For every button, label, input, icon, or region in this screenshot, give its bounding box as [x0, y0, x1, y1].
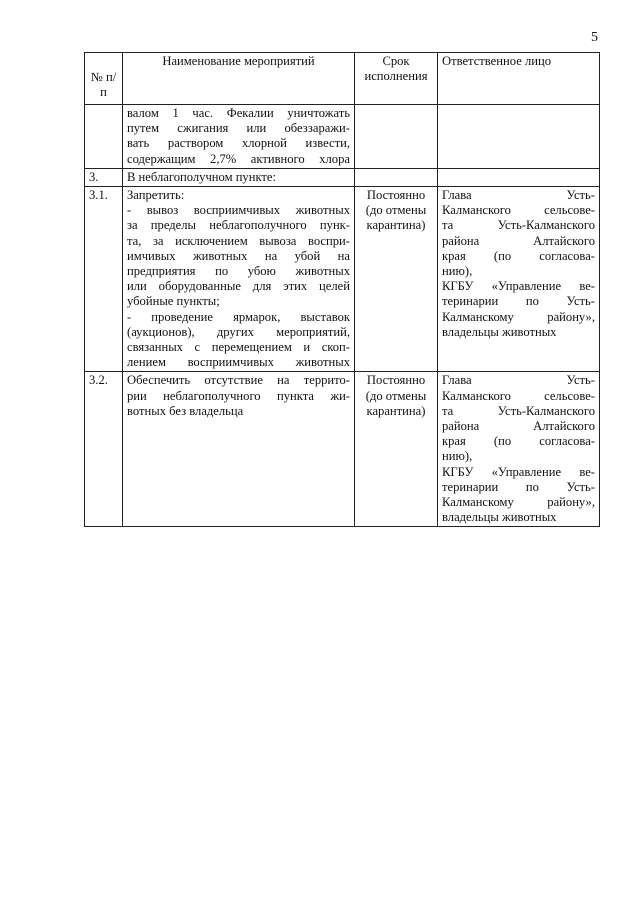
- page-number: 5: [591, 30, 598, 45]
- text-line: (аукционов), других мероприятий,: [127, 324, 350, 339]
- text-line: связанных с перемещением и скоп-: [127, 340, 350, 355]
- text-line: (до отмены: [365, 388, 427, 403]
- text-line: Обеспечить отсутствие на террито-: [127, 373, 350, 388]
- text-line: предприятия по убою животных: [127, 264, 350, 279]
- header-term: Срок исполнения: [355, 53, 438, 105]
- text-line: нию),: [442, 449, 473, 464]
- text-line: теринарии по Усть-: [442, 479, 595, 494]
- text-line: та Усть-Калманского: [442, 403, 595, 418]
- text-line: Калманскому району»,: [442, 309, 595, 324]
- text-line: Постоянно: [366, 373, 426, 388]
- text-line: КГБУ «Управление ве-: [442, 464, 595, 479]
- text-line: района Алтайского: [442, 419, 595, 434]
- cell-num: [85, 105, 123, 169]
- header-num: № п/п: [85, 53, 123, 105]
- text-line: Калманскому району»,: [442, 495, 595, 510]
- cell-term: [355, 187, 438, 372]
- cell-term: [355, 168, 438, 186]
- cell-name: [123, 105, 355, 169]
- text-line: рии неблагополучного пункта жи-: [127, 388, 350, 403]
- text-line: теринарии по Усть-: [442, 294, 595, 309]
- text-line: валом 1 час. Фекалии уничтожать: [127, 106, 350, 120]
- text-line: та Усть-Калманского: [442, 218, 595, 233]
- table-row-continuation: [85, 105, 600, 169]
- text-line: карантина): [366, 218, 426, 233]
- text-line: - проведение ярмарок, выставок: [127, 309, 350, 324]
- header-name: Наименование мероприятий: [123, 53, 355, 105]
- text-line: или оборудованные для этих целей: [127, 279, 350, 294]
- text-line: края (по согласова-: [442, 434, 595, 449]
- cell-responsible: [438, 105, 600, 169]
- text-line: Калманского сельсове-: [442, 203, 595, 218]
- text-line: - вывоз восприимчивых животных: [127, 203, 350, 218]
- text-line: вотных без владельца: [127, 403, 244, 418]
- table-row-3-2: [85, 372, 600, 527]
- activities-table: [84, 52, 600, 527]
- cell-responsible: [438, 168, 600, 186]
- cell-term: [355, 105, 438, 169]
- text-line: владельцы животных: [442, 324, 557, 339]
- text-line: Глава Усть-: [442, 188, 595, 203]
- text-line: нию),: [442, 264, 473, 279]
- cell-responsible: [438, 372, 600, 527]
- cell-num: 3.2.: [85, 372, 123, 527]
- text-line: владельцы животных: [442, 510, 557, 525]
- text-line: имчивых животных на убой на: [127, 248, 350, 263]
- text-line: за пределы неблагополучного пунк-: [127, 218, 350, 233]
- cell-num: 3.1.: [85, 187, 123, 372]
- text-line: содержащим 2,7% активного хлора: [127, 151, 350, 166]
- text-line: Запретить:: [127, 188, 185, 203]
- text-line: Калманского сельсове-: [442, 388, 595, 403]
- text-line: вать раствором хлорной извести,: [127, 136, 350, 151]
- text-line: (до отмены: [365, 203, 427, 218]
- header-responsible: Ответственное лицо: [438, 53, 600, 105]
- cell-name: [123, 187, 355, 372]
- text-line: Постоянно: [366, 188, 426, 203]
- text-line: Глава Усть-: [442, 373, 595, 388]
- text-line: КГБУ «Управление ве-: [442, 279, 595, 294]
- text-line: района Алтайского: [442, 233, 595, 248]
- cell-term: [355, 372, 438, 527]
- text-line: та, за исключением вывоза воспри-: [127, 233, 350, 248]
- text-line: убойные пункты;: [127, 294, 220, 309]
- text-line: карантина): [366, 403, 426, 418]
- text-line: лением восприимчивых животных: [127, 355, 350, 370]
- table-row-3-1: [85, 187, 600, 372]
- table-row-section: [85, 168, 600, 186]
- cell-num: 3.: [85, 168, 123, 186]
- cell-name: [123, 372, 355, 527]
- table-header-row: [85, 53, 600, 105]
- cell-responsible: [438, 187, 600, 372]
- cell-name: В неблагополучном пункте:: [123, 168, 355, 186]
- text-line: края (по согласова-: [442, 248, 595, 263]
- text-line: путем сжигания или обеззаражи-: [127, 121, 350, 136]
